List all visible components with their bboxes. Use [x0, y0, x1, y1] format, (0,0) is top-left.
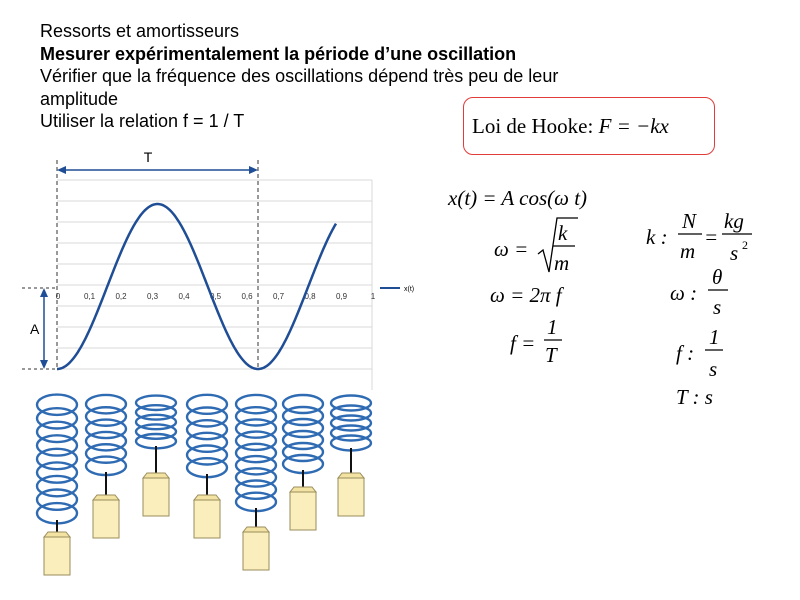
x-tick-label: 0,4 [178, 292, 190, 301]
omega-numerator: k [558, 221, 568, 245]
frequency-equation-lhs: f = [510, 331, 536, 355]
k-unit-equals: = [704, 225, 719, 249]
x-tick-label: 0,9 [335, 292, 348, 301]
x-tick-label: 0,8 [304, 292, 316, 301]
hooke-law-formula: F = −kx [598, 114, 669, 138]
omega-equation-lhs: ω = [494, 237, 529, 261]
omega-frequency-equation: ω = 2π f [490, 283, 562, 307]
f-unit-num: 1 [709, 325, 720, 349]
k-unit-frac2-num: kg [724, 209, 744, 233]
x-tick-label: 1 [370, 292, 376, 301]
T-unit: T : s [676, 385, 713, 409]
k-unit-frac2-den: s [730, 241, 739, 265]
omega-unit-num: θ [712, 265, 723, 289]
omega-denominator: m [554, 251, 570, 275]
k-unit-frac1-num: N [682, 209, 697, 233]
frequency-numerator: 1 [547, 315, 558, 339]
x-tick-label: 0,1 [83, 292, 96, 301]
f-unit-den: s [709, 357, 718, 381]
header-line-2: Mesurer expérimentalement la période d’une oscillation [40, 44, 517, 64]
legend-label: x(t) [404, 286, 415, 293]
x-tick-label: 0,2 [115, 292, 127, 301]
omega-unit-lhs: ω : [670, 281, 698, 305]
position-equation: x(t) = A cos(ω t) [448, 186, 588, 210]
x-tick-label: 0,3 [146, 292, 159, 301]
x-tick-label: 0,6 [241, 292, 253, 301]
hooke-law-title: Loi de Hooke: [472, 114, 594, 138]
header-line-5: Utiliser la relation f = 1 / T [40, 111, 245, 131]
x-tick-label: 0 [55, 292, 61, 301]
f-unit-lhs: f : [676, 341, 695, 365]
header-line-3: Vérifier que la fréquence des oscillations dépend très peu de leur [40, 66, 559, 86]
x-tick-label: 0,5 [209, 292, 222, 301]
omega-unit-den: s [713, 295, 722, 319]
frequency-denominator: T [545, 343, 557, 367]
header-line-4: amplitude [40, 89, 119, 109]
x-tick-label: 0,7 [272, 292, 285, 301]
header-line-1: Ressorts et amortisseurs [40, 21, 240, 41]
k-unit-frac1-den: m [680, 239, 696, 263]
k-unit-lhs: k : [646, 225, 668, 249]
period-label: T [143, 149, 153, 165]
amplitude-label: A [30, 321, 40, 337]
k-unit-frac2-exp: 2 [742, 238, 748, 252]
